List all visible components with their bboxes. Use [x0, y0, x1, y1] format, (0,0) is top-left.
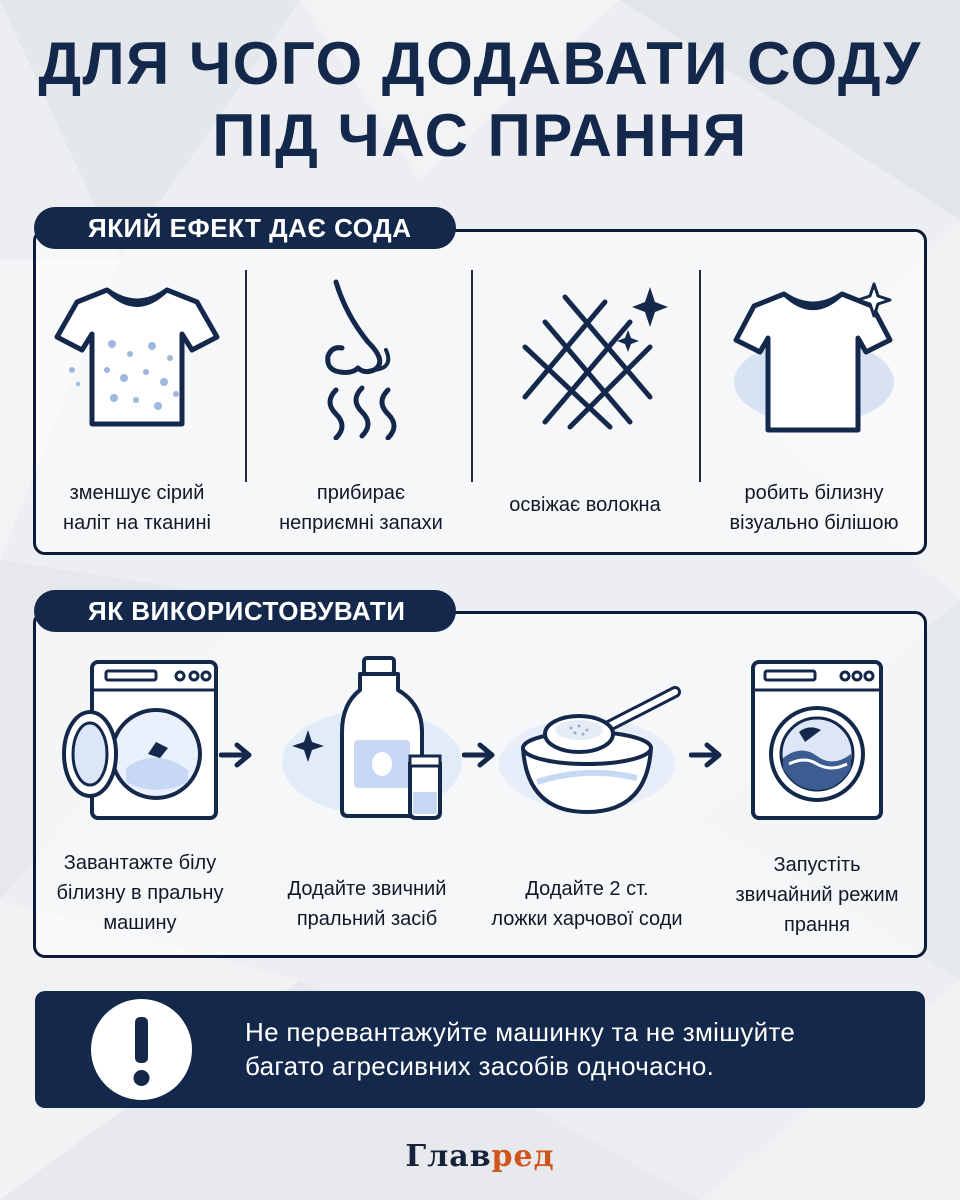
step-label [262, 874, 472, 934]
brand-part-1: Глав [405, 1139, 492, 1174]
effect-label-line: робить білизну [744, 482, 884, 504]
step-label-line: пральний засіб [296, 908, 438, 930]
step-label-line: Додайте звичний [287, 878, 447, 900]
divider [699, 270, 701, 482]
exclamation-icon [91, 999, 192, 1100]
effect-label-line: зменшує сірий [69, 482, 205, 504]
fiber-mesh-sparkle-icon [500, 282, 670, 432]
effects-heading: ЯКИЙ ЕФЕКТ ДАЄ СОДА [34, 207, 456, 249]
step-label [712, 850, 922, 940]
effect-label-line: прибирає [316, 482, 406, 504]
step-label-line: Завантажте білу [63, 852, 217, 874]
usage-heading: ЯК ВИКОРИСТОВУВАТИ [34, 590, 456, 632]
bowl-spoon-soda-icon [487, 686, 687, 816]
usage-step [262, 652, 472, 942]
washing-machine-running-icon [749, 658, 885, 824]
warning-badge [91, 999, 192, 1100]
effect-label-line: візуально білішою [729, 512, 899, 534]
effect-label [703, 478, 925, 538]
white-tshirt-sparkle-icon [724, 282, 904, 437]
effect-item [474, 282, 696, 542]
effect-label [250, 478, 472, 538]
usage-step [482, 686, 692, 946]
warning-line: багато агресивних засобів одночасно. [245, 1051, 715, 1081]
effect-label [474, 490, 696, 520]
nose-smell-icon [276, 270, 446, 440]
step-label-line: Запустіть [773, 854, 861, 876]
step-label-line: ложки харчової соди [491, 908, 683, 930]
step-label [482, 874, 692, 934]
step-label-line: прання [784, 914, 850, 936]
step-label-line: звичайний режим [735, 884, 899, 906]
effect-label-line: неприємні запахи [279, 512, 443, 534]
washing-machine-open-icon [60, 658, 220, 824]
arrow-right-icon [219, 740, 255, 770]
warning-line: Не перевантажуйте машинку та не змішуйте [245, 1017, 796, 1047]
step-label-line: Додайте 2 ст. [525, 878, 649, 900]
effect-item [250, 270, 472, 540]
title-line-1: ДЛЯ ЧОГО ДОДАВАТИ СОДУ [38, 30, 922, 97]
effect-item [703, 282, 925, 542]
tshirt-dots-icon [52, 282, 222, 432]
step-label-line: машину [103, 912, 177, 934]
brand-part-2: ред [491, 1139, 555, 1174]
warning-text [245, 1015, 905, 1083]
brand-logo [0, 1137, 960, 1177]
effect-label [26, 478, 248, 538]
usage-step [712, 658, 922, 948]
effect-label-line: освіжає волокна [509, 494, 661, 516]
usage-step [35, 658, 245, 948]
page-title [0, 28, 960, 172]
warning-banner [35, 991, 925, 1108]
effect-label-line: наліт на тканині [63, 512, 211, 534]
step-label [35, 848, 245, 938]
step-label-line: білизну в пральну [56, 882, 224, 904]
effect-item [26, 282, 248, 542]
title-line-2: ПІД ЧАС ПРАННЯ [212, 102, 748, 169]
detergent-bottle-icon [272, 652, 462, 824]
